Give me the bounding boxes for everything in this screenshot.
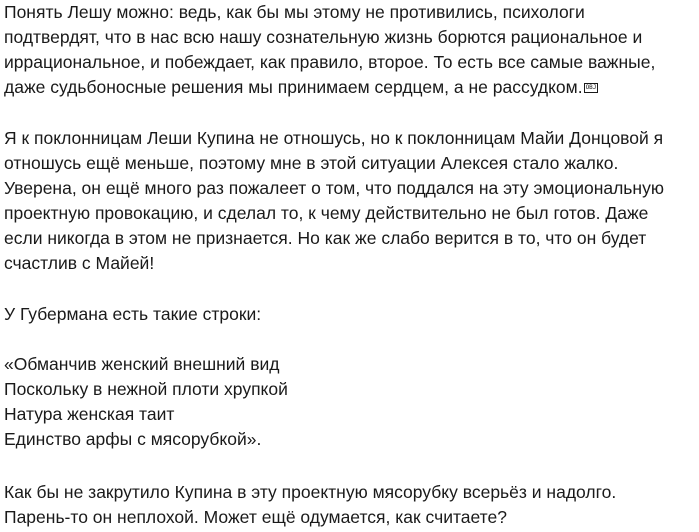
poem-line: Единство арфы с мясорубкой». [4,429,262,449]
paragraph-1 [4,0,655,100]
poem-quote [4,352,288,452]
text-line-last [4,75,655,100]
poem-line: Натура женская таит [4,404,175,424]
poem-line: «Обманчив женский внешний вид [4,354,280,374]
text-line: Понять Лешу можно: ведь, как бы мы этому не противились, психологи [4,2,585,22]
poem-line: Поскольку в нежной плоти хрупкой [4,379,288,399]
text-line: проектную провокацию, и сделал то, к чему действительно не был готов. Даже [4,203,649,223]
text-line: счастлив с Майей! [4,253,155,273]
text-line: Как бы не закрутило Купина в эту проектную мясорубку всерьёз и надолго. [4,482,617,502]
text-line: Уверена, он ещё много раз пожалеет о том, что поддался на эту эмоциональную [4,178,664,198]
text-line: У Губермана есть такие строки: [4,304,262,324]
text-line: отношусь ещё меньше, поэтому мне в этой ситуации Алексея стало жалко. [4,153,619,173]
text-line-content: даже судьбоносные решения мы принимаем сердцем, а не рассудком. [4,77,583,97]
text-line: иррациональное, и побеждает, как правило, второе. То есть все самые важные, [4,52,656,72]
text-line: подтвердят, что в нас всю нашу сознательную жизнь борются рациональное и [4,27,643,47]
paragraph-4 [4,480,616,530]
object-replacement-glyph: OBJ [585,84,597,91]
text-line: Я к поклонницам Леши Купина не отношусь, но к поклонницам Майи Донцовой я [4,128,664,148]
paragraph-2 [4,126,664,276]
paragraph-3 [4,302,261,327]
text-line: если никогда в этом не признается. Но как же слабо верится в то, что он будет [4,228,647,248]
text-line: Парень-то он неплохой. Может ещё одумается, как считаете? [4,507,507,527]
